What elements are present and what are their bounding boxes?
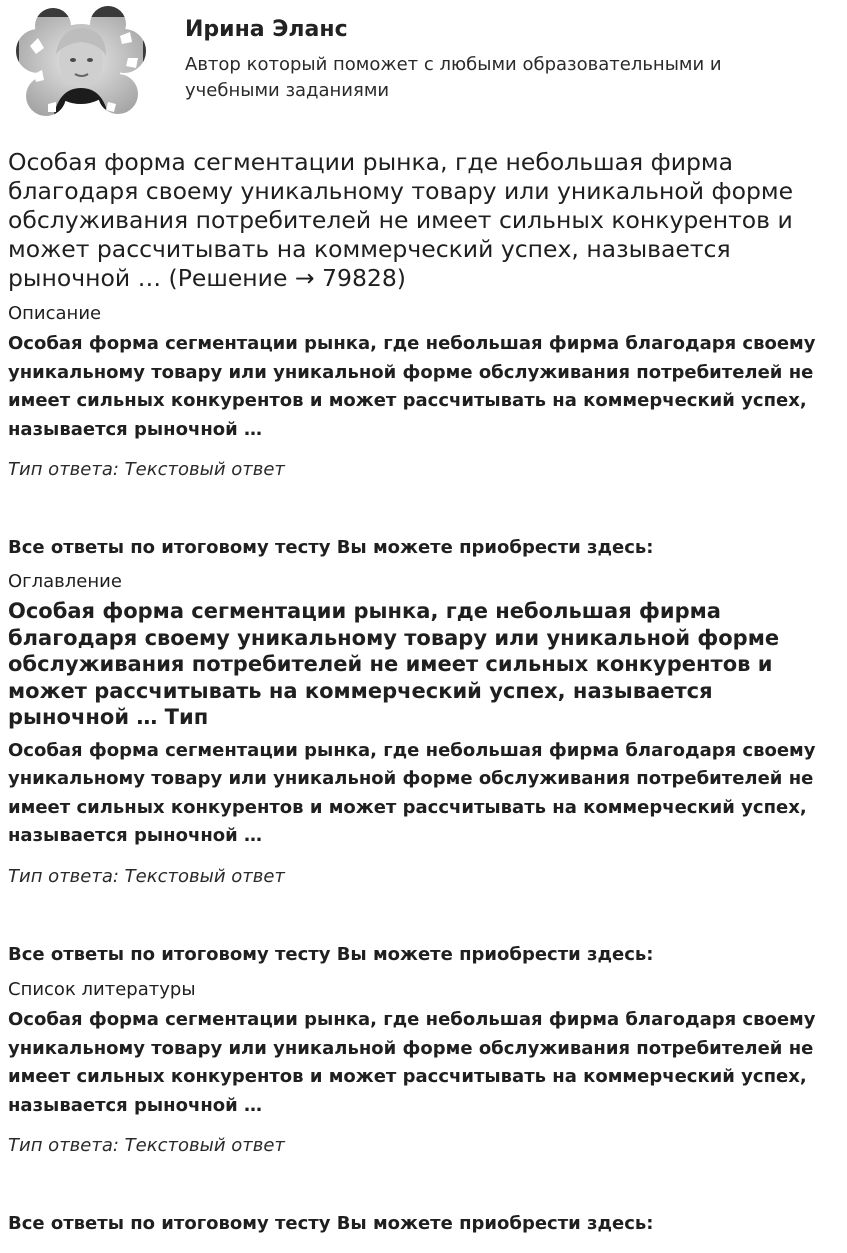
buy-answers-text: Все ответы по итоговому тесту Вы можете приобрести здесь: — [8, 537, 654, 558]
buy-answers-text: Все ответы по итоговому тесту Вы можете приобрести здесь: — [8, 943, 654, 965]
author-name[interactable]: Ирина Эланс — [185, 17, 348, 42]
buy-answers-text: Все ответы по итоговому тесту Вы можете приобрести здесь: — [8, 1213, 654, 1234]
description-section — [8, 302, 840, 560]
answer-type: Тип ответа: Текстовый ответ — [8, 865, 285, 887]
references-section — [8, 978, 840, 1236]
section-label-description: Описание — [8, 303, 102, 324]
description-text: Особая форма сегментации рынка, где небольшая фирма благодаря своему уникальному товару или уникальной форме обслуживания потребителей не имеет сильных конкурентов и может рассчитывать на коммерческий успех, называется рыночной … — [8, 333, 816, 440]
section-label-references: Список литературы — [8, 979, 196, 1000]
author-description: Автор который поможет с любыми образовательными и учебными заданиями — [185, 54, 722, 101]
references-text: Особая форма сегментации рынка, где небольшая фирма благодаря своему уникальному товару или уникальной форме обслуживания потребителей не имеет сильных конкурентов и может рассчитывать на коммерческий успех, называется рыночной … — [8, 1009, 816, 1116]
toc-section — [8, 570, 840, 967]
author-card — [8, 6, 838, 128]
page-title: Особая форма сегментации рынка, где небольшая фирма благодаря своему уникальному товару или уникальной форме обслуживания потребителей не имеет сильных конкурентов и может рассчитывать на коммерческий успех, называется рыночной … (Решение → 79828) — [8, 148, 794, 292]
answer-type: Тип ответа: Текстовый ответ — [8, 459, 285, 480]
section-label-toc: Оглавление — [8, 571, 122, 592]
answer-type: Тип ответа: Текстовый ответ — [8, 1135, 285, 1156]
toc-text: Особая форма сегментации рынка, где небольшая фирма благодаря своему уникальному товару или уникальной форме обслуживания потребителей не имеет сильных конкурентов и может рассчитывать на коммерческий успех, называется рыночной … — [8, 739, 816, 846]
author-avatar[interactable] — [8, 6, 154, 128]
toc-heading: Особая форма сегментации рынка, где небольшая фирма благодаря своему уникальному товару или уникальной форме обслуживания потребителей не имеет сильных конкурентов и может рассчитывать на коммерческий успех, называется рыночной … Тип — [8, 599, 780, 729]
